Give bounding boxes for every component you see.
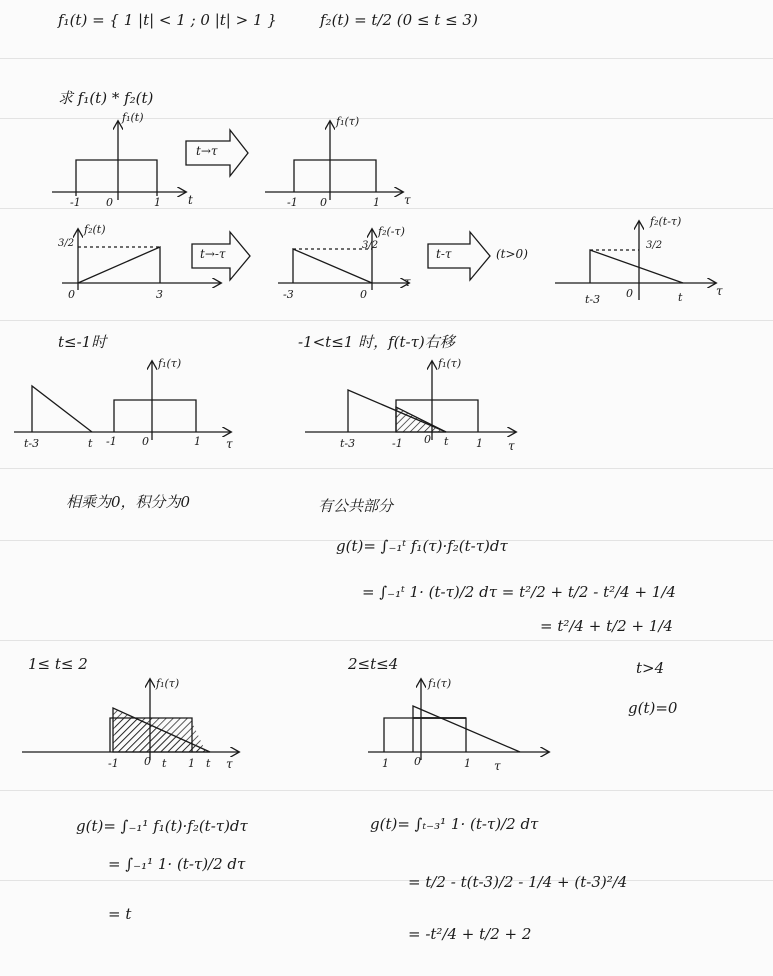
fig2-tick-1: 1: [373, 196, 380, 209]
case2-tick-1: 1: [476, 437, 483, 450]
case2-eq2: = ∫₋₁ᵗ 1· (t-τ)/2 dτ = t²/2 + t/2 - t²/4 + 1/4: [362, 583, 676, 601]
fig3-yvalue: 3/2: [58, 238, 75, 249]
case4-eq1: g(t)= ∫ₜ₋₃¹ 1· (t-τ)/2 dτ: [370, 815, 539, 833]
fig2-tick-0: 0: [320, 196, 327, 209]
case4-ylabel: f₁(τ): [428, 677, 452, 690]
fig5-ylabel: f₂(t-τ): [650, 215, 682, 228]
fig1-tick-1: 1: [154, 196, 161, 209]
case1-figure: [14, 362, 230, 440]
case2-xlabel: τ: [508, 439, 515, 453]
case1-tick-0: 0: [142, 435, 149, 448]
fig3-f2-t: [62, 230, 220, 290]
case3-tick-neg1: -1: [108, 757, 119, 770]
fig3-ylabel: f₂(t): [84, 223, 106, 236]
case4-eq3: = -t²/4 + t/2 + 2: [408, 925, 532, 943]
fig4-yvalue: 3/2: [362, 240, 379, 251]
case3-tick-0: 0: [144, 755, 151, 768]
cond-label: (t>0): [496, 247, 528, 261]
case1-tick-1: 1: [194, 435, 201, 448]
fig3-tick-3: 3: [156, 288, 163, 301]
fig1-ylabel: f₁(t): [122, 111, 144, 124]
case4-tick-1a: 1: [382, 757, 389, 770]
fig4-f2-minus-tau: [278, 230, 408, 290]
case2-note: 有公共部分: [318, 497, 394, 515]
case3-heading: 1≤ t≤ 2: [28, 655, 88, 673]
fig4-tick-0: 0: [360, 288, 367, 301]
fig1-tick-neg1: -1: [70, 196, 81, 209]
case2-tick-t: t: [444, 435, 449, 448]
case3-tick-t: t: [162, 757, 167, 770]
case4-tick-tau: τ: [494, 759, 501, 773]
case4-tick-0: 0: [414, 755, 421, 768]
arrow3-label: t-τ: [436, 247, 452, 261]
case4-eq2: = t/2 - t(t-3)/2 - 1/4 + (t-3)²/4: [408, 873, 628, 891]
case5-heading: t>4: [636, 659, 665, 677]
f2-definition: f₂(t) = t/2 (0 ≤ t ≤ 3): [320, 11, 478, 29]
case1-note: 相乘为0，积分为0: [66, 493, 191, 511]
case4-tick-1b: 1: [464, 757, 471, 770]
fig1-f1-t: [52, 122, 185, 200]
case2-tick-0: 0: [424, 433, 431, 446]
case3-eq3: = t: [108, 905, 132, 923]
case3-tick-tau: τ: [226, 757, 233, 771]
case5-result: g(t)=0: [628, 699, 678, 717]
arrow2-label: t→-τ: [200, 247, 226, 261]
case2-eq3: = t²/4 + t/2 + 1/4: [540, 617, 673, 635]
case2-figure: [305, 362, 515, 440]
case4-heading: 2≤t≤4: [348, 655, 399, 673]
fig5-tick-t: t: [678, 291, 683, 304]
fig5-xlabel: τ: [716, 284, 723, 298]
fig4-xlabel: τ: [404, 275, 411, 289]
arrow1-label: t→τ: [196, 144, 218, 158]
case4-figure: [368, 677, 548, 760]
case1-tick-neg1: -1: [106, 435, 117, 448]
fig2-tick-neg1: -1: [287, 196, 298, 209]
case3-ylabel: f₁(τ): [156, 677, 180, 690]
fig2-xlabel: τ: [404, 193, 411, 207]
task-statement: 求 f₁(t) * f₂(t): [58, 89, 154, 107]
f1-definition: f₁(t) = { 1 |t| < 1 ; 0 |t| > 1 }: [58, 11, 277, 29]
fig4-tick-neg3: -3: [283, 288, 294, 301]
fig5-yvalue: 3/2: [646, 240, 663, 251]
case2-tick-neg1: -1: [392, 437, 403, 450]
case3-tick-t2: t: [206, 757, 211, 770]
fig1-xlabel: t: [188, 193, 193, 207]
fig5-tick-0: 0: [626, 287, 633, 300]
fig5-f2-t-minus-tau: [555, 222, 715, 300]
case2-ylabel: f₁(τ): [438, 357, 462, 370]
case2-heading: -1<t≤1 时，f(t-τ)右移: [298, 333, 455, 351]
fig1-tick-0: 0: [106, 196, 113, 209]
fig4-ylabel: f₂(-τ): [378, 225, 405, 238]
case1-tick-t3: t-3: [24, 437, 40, 450]
case2-eq1: g(t)= ∫₋₁ᵗ f₁(τ)·f₂(t-τ)dτ: [336, 537, 508, 555]
case3-tick-1: 1: [188, 757, 195, 770]
case1-heading: t≤-1时: [58, 333, 107, 351]
case2-tick-t3: t-3: [340, 437, 356, 450]
fig2-ylabel: f₁(τ): [336, 115, 360, 128]
case3-figure: [22, 677, 238, 760]
case1-ylabel: f₁(τ): [158, 357, 182, 370]
fig2-f1-tau: [265, 122, 402, 200]
fig5-tick-t3: t-3: [585, 293, 601, 306]
case3-eq2: = ∫₋₁¹ 1· (t-τ)/2 dτ: [108, 855, 246, 873]
case1-tick-t: t: [88, 437, 93, 450]
case1-xlabel: τ: [226, 437, 233, 451]
case3-eq1: g(t)= ∫₋₁¹ f₁(t)·f₂(t-τ)dτ: [76, 817, 248, 835]
fig3-tick-0: 0: [68, 288, 75, 301]
